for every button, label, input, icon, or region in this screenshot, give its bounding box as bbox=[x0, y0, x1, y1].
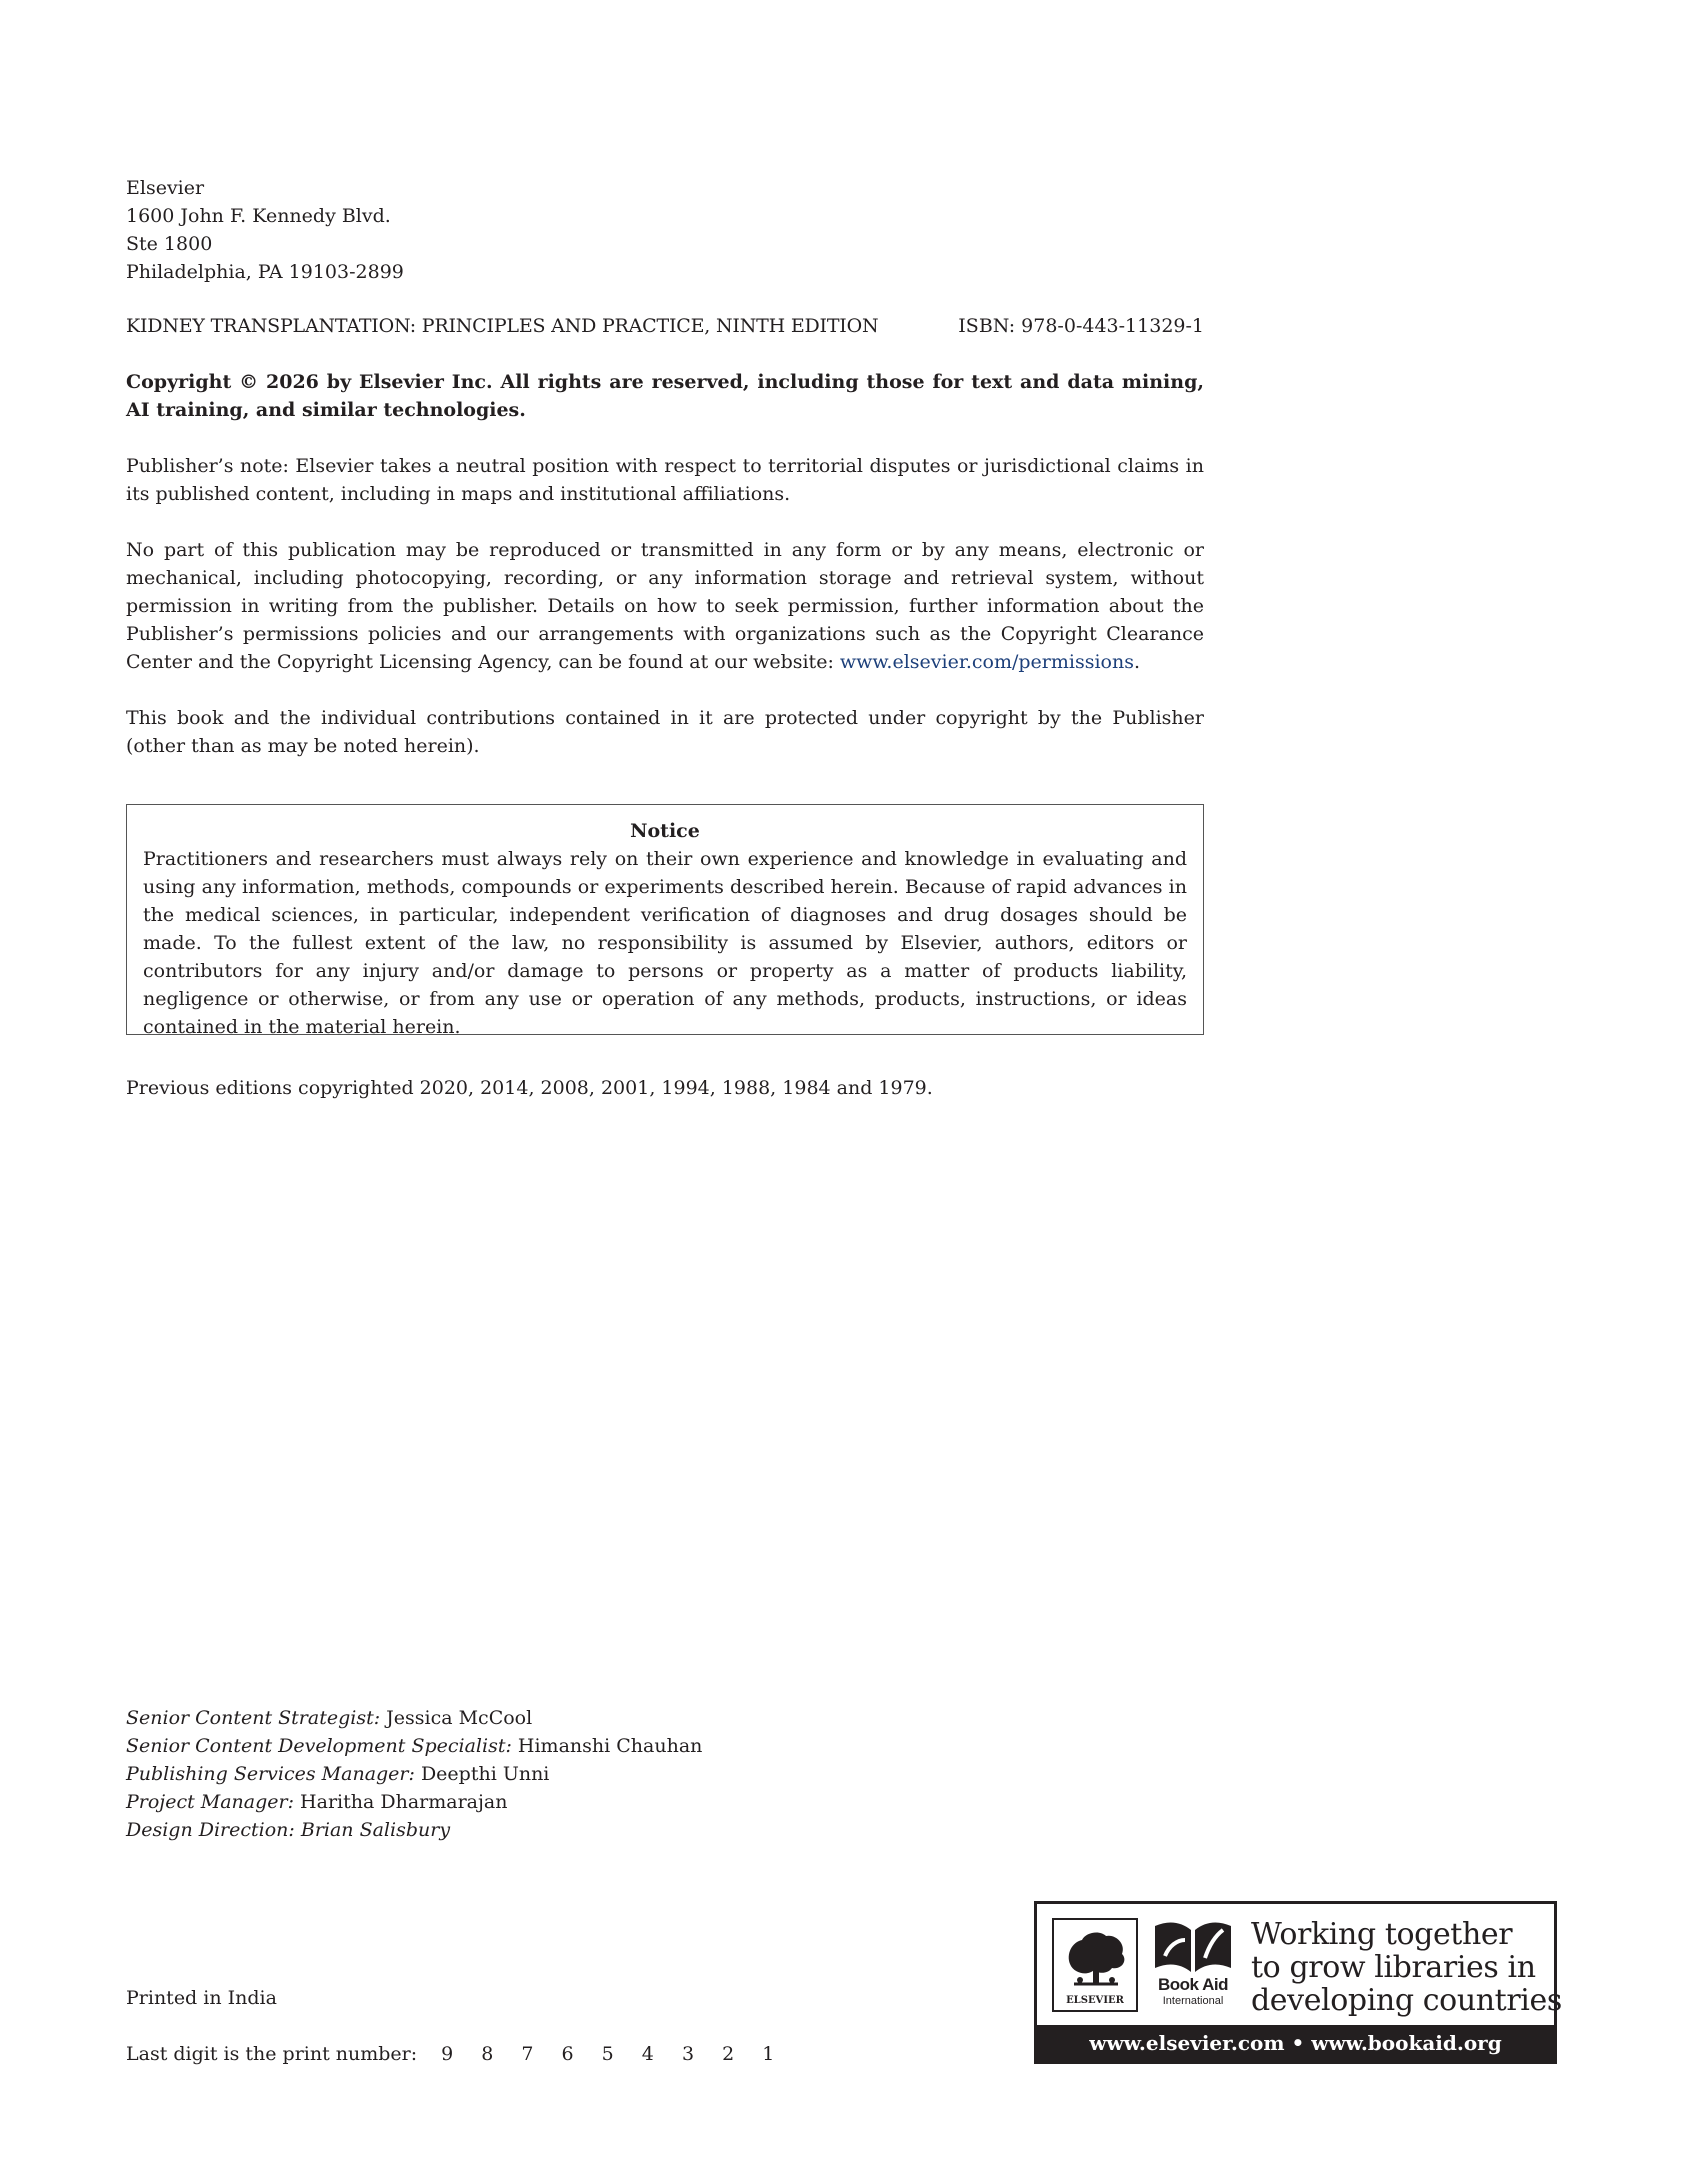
credit-role: Publishing Services Manager: bbox=[126, 1763, 415, 1785]
credit-name: Deepthi Unni bbox=[420, 1763, 550, 1785]
slogan-line: to grow libraries in bbox=[1251, 1950, 1536, 1985]
credit-line bbox=[126, 1788, 1204, 1816]
slogan-line: Working together bbox=[1251, 1917, 1513, 1952]
notice-title: Notice bbox=[630, 820, 700, 842]
previous-editions: Previous editions copyrighted 2020, 2014, 2008, 2001, 1994, 1988, 1984 and 1979. bbox=[126, 1077, 933, 1099]
publisher-city: Philadelphia, PA 19103-2899 bbox=[126, 261, 404, 283]
notice-box bbox=[126, 804, 1204, 1038]
slogan-line: developing countries bbox=[1251, 1983, 1562, 2018]
printed-in: Printed in India bbox=[126, 1987, 277, 2009]
rights-end: . bbox=[1133, 651, 1141, 673]
elsevier-wordmark: ELSEVIER bbox=[1066, 1995, 1124, 2006]
credit-line bbox=[126, 1760, 1204, 1788]
copyright-statement: Copyright © 2026 by Elsevier Inc. All rights are reserved, including those for text and data mining, AI training, and similar technologies. bbox=[126, 371, 1204, 421]
publisher-name: Elsevier bbox=[126, 177, 205, 199]
rights-paragraph bbox=[126, 536, 1204, 676]
protected-note: This book and the individual contributions contained in it are protected under copyright by the Publisher (other than as may be noted herein). bbox=[126, 707, 1204, 757]
credit-role: Senior Content Strategist: bbox=[126, 1707, 381, 1729]
book-aid-badge bbox=[1034, 1901, 1562, 2064]
permissions-link[interactable]: www.elsevier.com/permissions bbox=[839, 651, 1134, 673]
book-aid-sub: International bbox=[1162, 1995, 1224, 2007]
credit-name: Haritha Dharmarajan bbox=[300, 1791, 508, 1813]
print-number-label: Last digit is the print number: bbox=[126, 2043, 418, 2065]
badge-url-bar[interactable]: www.elsevier.com • www.bookaid.org bbox=[1037, 2025, 1554, 2061]
credit-name: Brian Salisbury bbox=[300, 1819, 451, 1841]
credit-line bbox=[126, 1732, 1204, 1760]
book-aid-name: Book Aid bbox=[1158, 1975, 1228, 1994]
publisher-suite: Ste 1800 bbox=[126, 233, 213, 255]
credit-name: Himanshi Chauhan bbox=[517, 1735, 703, 1757]
credit-name: Jessica McCool bbox=[386, 1707, 533, 1729]
open-book-icon bbox=[1151, 1918, 1235, 1974]
elsevier-tree-icon bbox=[1060, 1924, 1132, 1990]
production-credits bbox=[126, 1704, 1204, 1844]
publishers-note: Publisher’s note: Elsevier takes a neutral position with respect to territorial disputes or jurisdictional claims in its published content, including in maps and institutional affiliations. bbox=[126, 455, 1204, 505]
credit-line bbox=[126, 1816, 1204, 1844]
elsevier-logo bbox=[1052, 1918, 1138, 2012]
badge-slogan bbox=[1251, 1918, 1562, 2017]
credit-role: Senior Content Development Specialist: bbox=[126, 1735, 512, 1757]
publisher-address bbox=[126, 174, 1204, 286]
print-number-digits: 9 8 7 6 5 4 3 2 1 bbox=[441, 2043, 775, 2065]
publisher-street: 1600 John F. Kennedy Blvd. bbox=[126, 205, 391, 227]
credit-role: Project Manager: bbox=[126, 1791, 294, 1813]
notice-body: Practitioners and researchers must always rely on their own experience and knowledge in evaluating and using any information, methods, compounds or experiments described herein. Because of rapid advances in the medical sciences, in particular, independent verification of diagnoses and drug dosages should be made. To the fullest extent of the law, no responsibility is assumed by Elsevier, authors, editors or contributors for any injury and/or damage to persons or property as a matter of products liability, negligence or otherwise, or from any use or operation of any methods, products, instructions, or ideas contained in the material herein. bbox=[143, 848, 1187, 1038]
credit-line bbox=[126, 1704, 1204, 1732]
badge-top bbox=[1037, 1904, 1562, 2028]
title-isbn-row bbox=[126, 312, 1204, 340]
isbn: ISBN: 978-0-443-11329-1 bbox=[958, 315, 1204, 337]
book-title: KIDNEY TRANSPLANTATION: PRINCIPLES AND PRACTICE, NINTH EDITION bbox=[126, 315, 879, 337]
credit-role: Design Direction: bbox=[126, 1819, 295, 1841]
book-aid-logo bbox=[1147, 1918, 1239, 2018]
rights-text: No part of this publication may be reproduced or transmitted in any form or by any means, electronic or mechanical, including photocopying, recording, or any information storage and retrieval system, without permission in writing from the publisher. Details on how to seek permission, further information about the Publisher’s permissions policies and our arrangements with organizations such as the Copyright Clearance Center and the Copyright Licensing Agency, can be found at our website: bbox=[126, 539, 1204, 673]
